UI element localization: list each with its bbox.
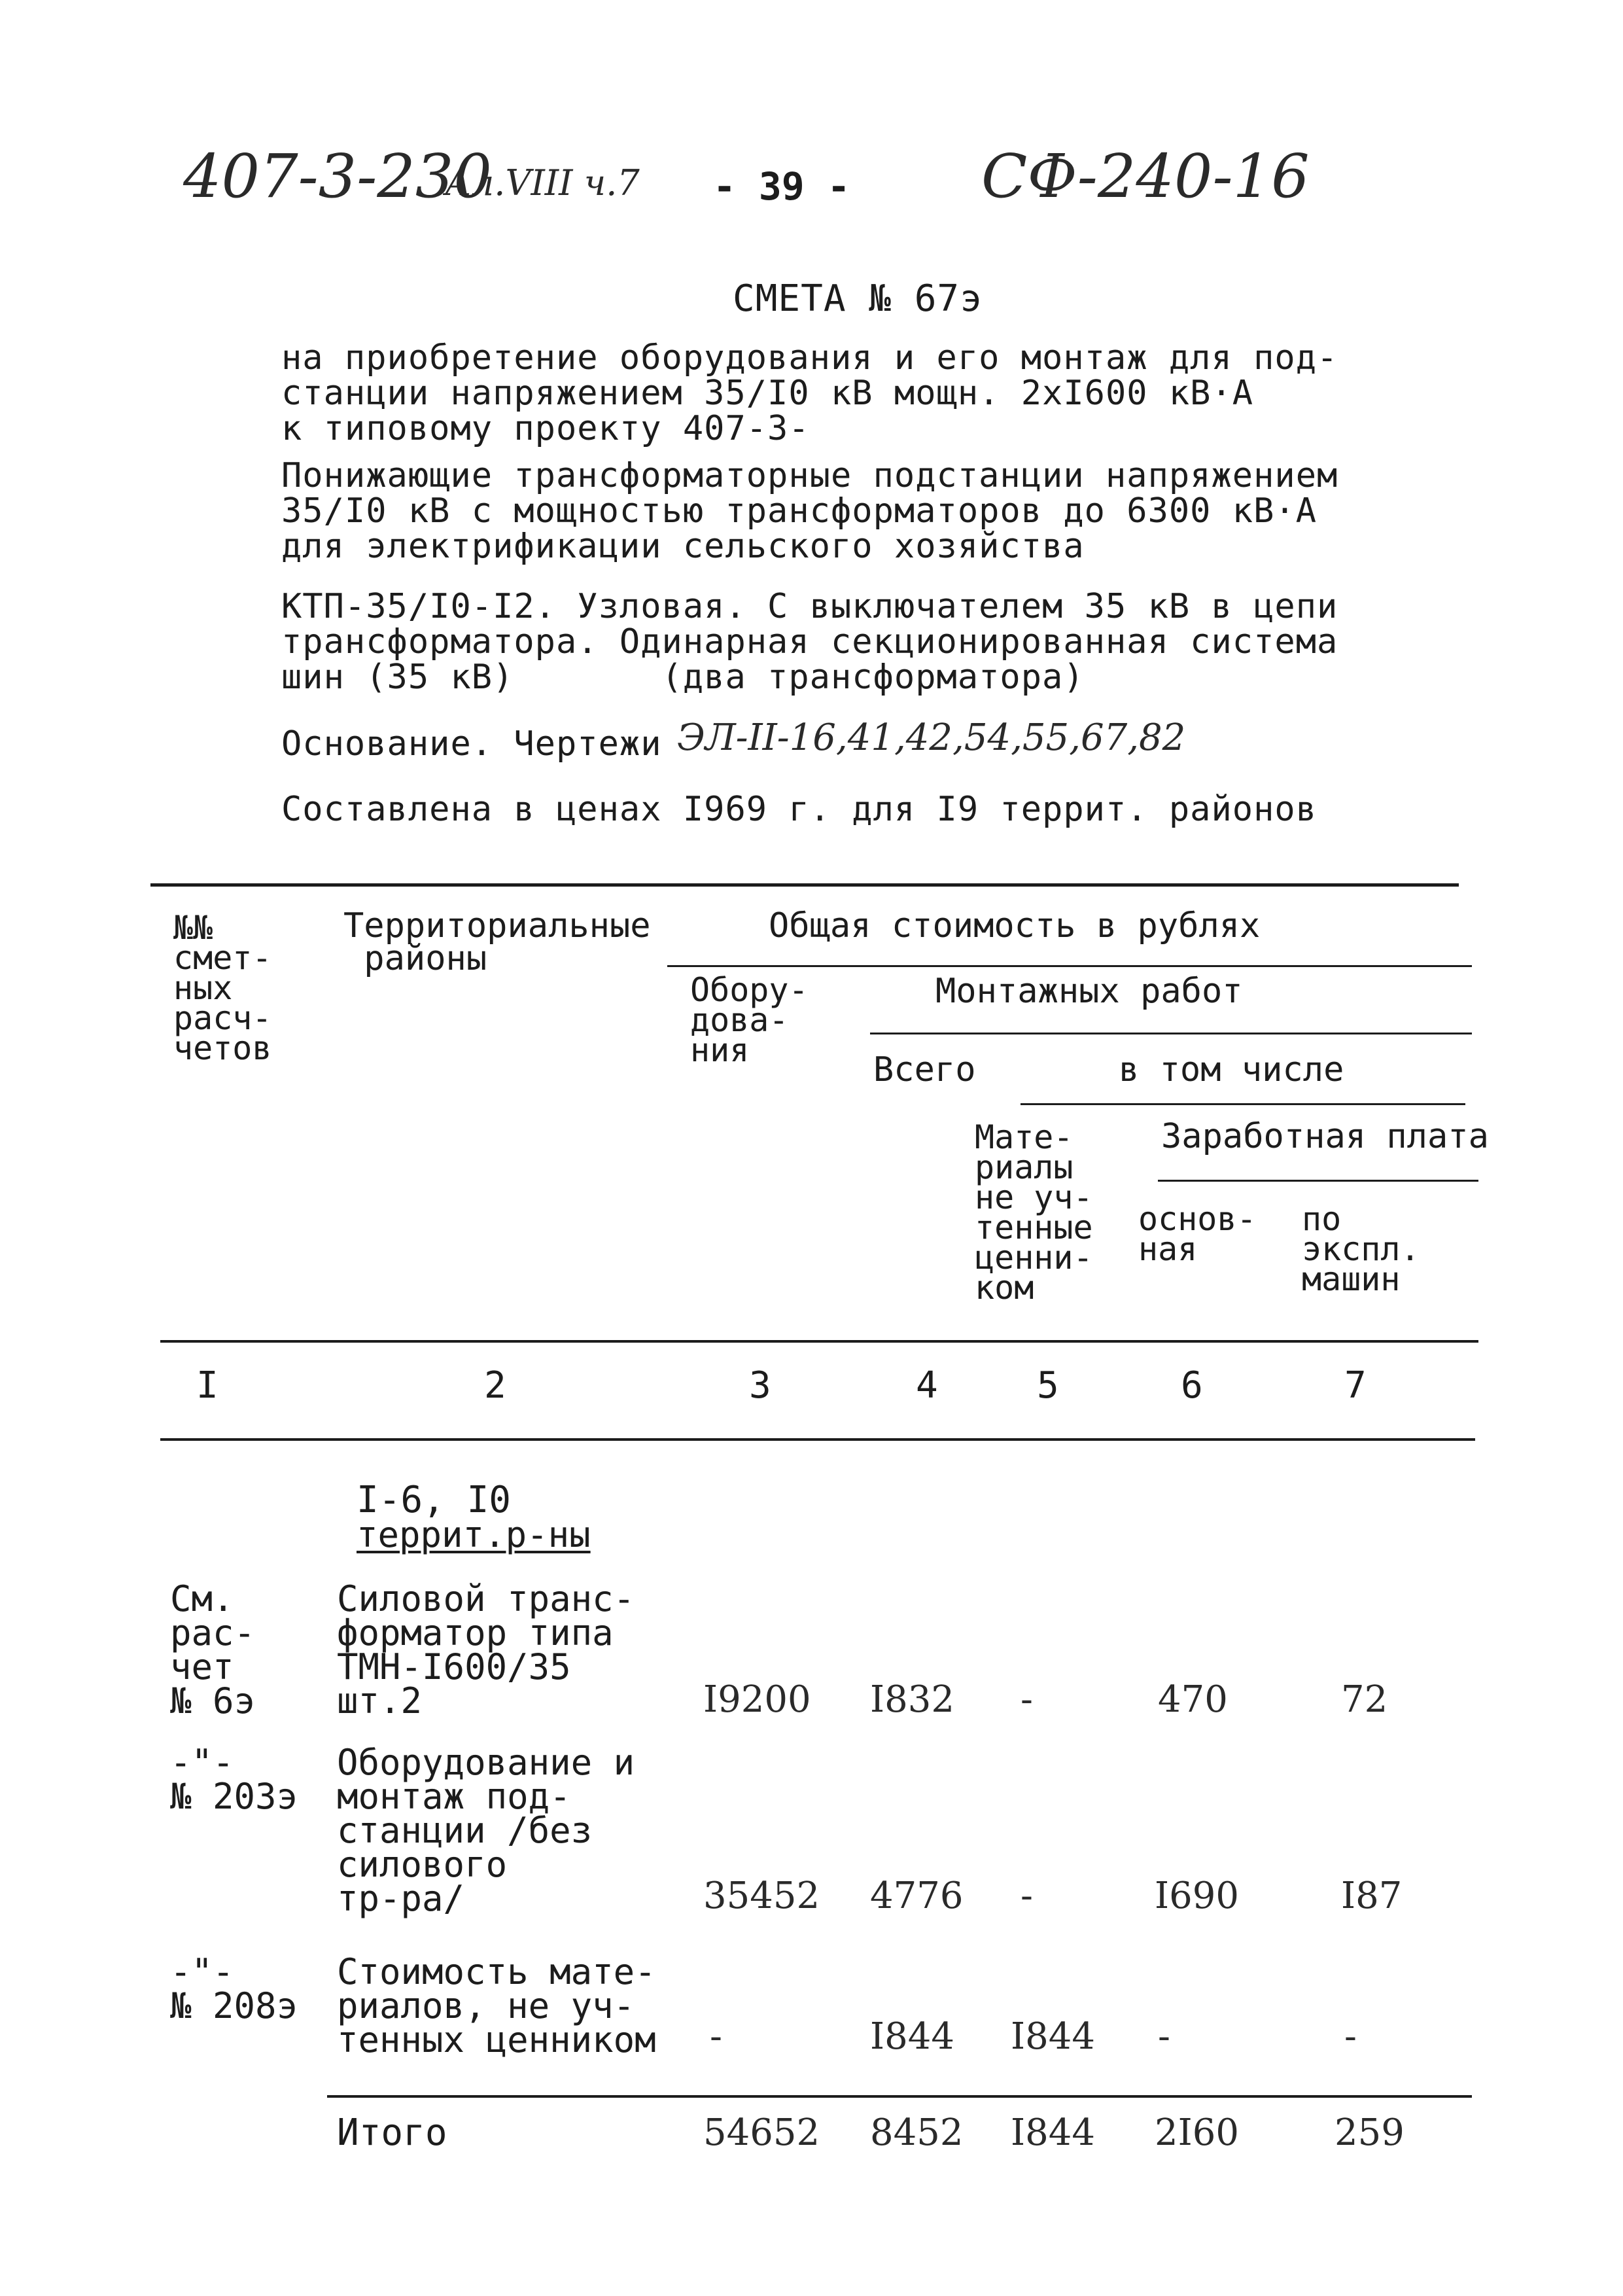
col-number-5: 5 — [1037, 1364, 1059, 1407]
col-number-6: 6 — [1181, 1364, 1203, 1407]
total-c4: 8452 — [870, 2111, 964, 2154]
table-row-1-c4: I832 — [870, 1678, 955, 1721]
rule-under-incl — [1021, 1103, 1465, 1105]
header-total-cost: Общая стоимость в рублях — [769, 906, 1261, 945]
archive-code: СФ-240-16 — [981, 141, 1310, 211]
total-c3: 54652 — [703, 2111, 820, 2154]
header-incl: в том числе — [1119, 1050, 1344, 1089]
table-row-3-name: Стоимость мате- риалов, не уч- тенных ценником — [337, 1951, 656, 2060]
table-top-rule — [150, 883, 1459, 887]
doc-code: 407-3-230 — [183, 141, 492, 211]
table-row-2-c3: 35452 — [703, 1875, 820, 1917]
header-equipment: Обору- дова- ния — [690, 971, 809, 1069]
table-row-1-c3: I9200 — [703, 1678, 811, 1721]
album-code: Ал.VIII ч.7 — [445, 162, 640, 203]
col-number-3: 3 — [749, 1364, 771, 1407]
title-line-1: на приобретение оборудования и его монтаж для под- — [281, 338, 1338, 378]
table-row-3-ref: -"- № 208э — [170, 1951, 298, 2026]
project-line-2: 35/I0 кВ с мощностью трансформаторов до 6300 кВ·А — [281, 491, 1318, 531]
rule-under-installation — [870, 1033, 1472, 1034]
table-row-3-c6: - — [1158, 2015, 1170, 2058]
table-row-1-c6: 470 — [1158, 1678, 1228, 1721]
header-installation: Монтажных работ — [935, 972, 1243, 1011]
total-c5: I844 — [1011, 2111, 1096, 2154]
table-row-2-c7: I87 — [1341, 1875, 1403, 1917]
col-number-4: 4 — [916, 1364, 938, 1407]
col-number-1: I — [196, 1364, 218, 1407]
col-number-7: 7 — [1344, 1364, 1367, 1407]
total-c7: 259 — [1335, 2111, 1405, 2154]
title-line-2: станции напряжением 35/I0 кВ мощн. 2хI600 кВ·А — [281, 374, 1254, 413]
table-row-1-name: Силовой транс- форматор типа ТМН-I600/35 шт.2 — [337, 1578, 635, 1722]
col-numbers-bottom-rule — [160, 1438, 1475, 1441]
rule-under-total-cost — [667, 965, 1472, 967]
header-bottom-rule — [160, 1340, 1478, 1343]
ktp-line-3: шин (35 кВ) (два трансформатора) — [281, 658, 1085, 697]
header-territorial-regions: Территориальные районы — [343, 906, 651, 978]
ktp-line-2: трансформатора. Одинарная секционированная система — [281, 622, 1338, 662]
prices-note: Составлена в ценах I969 г. для I9 террит. районов — [281, 790, 1318, 829]
project-line-1: Понижающие трансформаторные подстанции напряжением — [281, 456, 1338, 495]
header-estimate-numbers: №№ смет- ных расч- четов — [173, 909, 272, 1067]
table-row-1-c7: 72 — [1341, 1678, 1388, 1721]
basis-drawings: ЭЛ-II-16,41,42,54,55,67,82 — [677, 716, 1186, 759]
col-number-2: 2 — [484, 1364, 506, 1407]
table-row-2-ref: -"- № 203э — [170, 1742, 298, 1817]
table-row-3-c7: - — [1344, 2015, 1357, 2058]
page-number: - 39 - — [713, 164, 850, 209]
total-c6: 2I60 — [1155, 2111, 1240, 2154]
table-row-3-c3: - — [710, 2015, 722, 2058]
header-all: Всего — [873, 1050, 976, 1089]
header-materials: Мате- риалы не уч- тенные ценни- ком — [975, 1118, 1093, 1307]
project-line-3: для электрификации сельского хозяйства — [281, 527, 1085, 566]
table-row-2-c5: - — [1021, 1875, 1033, 1917]
table-row-2-c6: I690 — [1155, 1875, 1240, 1917]
header-machines: по экспл. машин — [1302, 1200, 1420, 1298]
table-row-1-ref: См. рас- чет № 6э — [170, 1578, 256, 1722]
estimate-heading: СМЕТА № 67э — [733, 277, 983, 320]
table-row-2-name: Оборудование и монтаж под- станции /без силового тр-ра/ — [337, 1742, 635, 1919]
total-top-rule — [327, 2095, 1472, 2098]
table-row-3-c5: I844 — [1011, 2015, 1096, 2058]
basis-label: Основание. Чертежи — [281, 724, 662, 764]
total-label: Итого — [337, 2111, 447, 2154]
header-wages: Заработная плата — [1161, 1117, 1489, 1156]
table-row-1-c5: - — [1021, 1678, 1033, 1721]
group-subtitle: террит.р-ны — [357, 1514, 591, 1555]
table-row-3-c4: I844 — [870, 2015, 955, 2058]
title-line-3: к типовому проекту 407-3- — [281, 409, 810, 448]
rule-under-wages — [1158, 1180, 1478, 1182]
ktp-line-1: КТП-35/I0-I2. Узловая. С выключателем 35 кВ в цепи — [281, 587, 1338, 626]
group-title: I-6, I0 — [357, 1479, 512, 1521]
header-basic: основ- ная — [1138, 1200, 1257, 1268]
table-row-2-c4: 4776 — [870, 1875, 964, 1917]
